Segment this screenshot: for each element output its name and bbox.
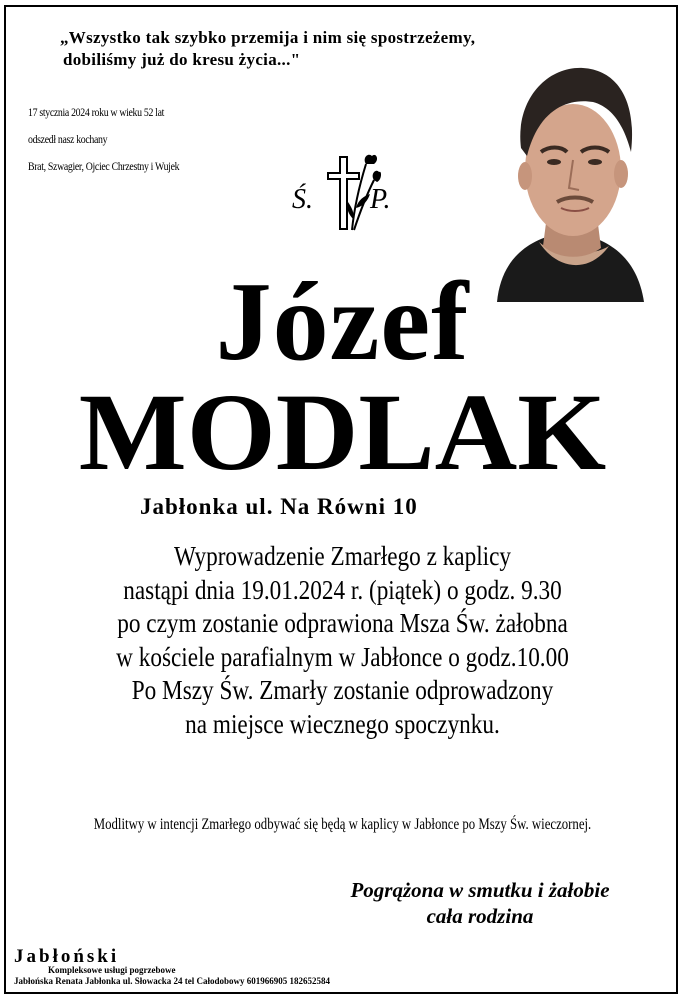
- family-line-2: cała rodzina: [426, 904, 534, 928]
- funeral-details-line-4: w kościele parafialnym w Jabłonce o godz.10.00: [116, 641, 569, 672]
- funeral-details-line-3: po czym zostanie odprawiona Msza Św. żałobna: [117, 608, 568, 638]
- funeral-details-line-5: Po Mszy Św. Zmarły zostanie odprowadzony: [131, 675, 554, 705]
- sp-letter-left: Ś.: [292, 184, 313, 215]
- intro-line-1: 17 stycznia 2024 roku w wieku 52 lat: [28, 105, 165, 119]
- deceased-last-name: MODLAK: [78, 371, 607, 493]
- intro-line-2: odszedł nasz kochany: [28, 132, 108, 146]
- intro-text: [28, 99, 241, 180]
- funeral-home-tagline: Kompleksowe usługi pogrzebowe: [48, 965, 176, 975]
- quote-line-2: dobiliśmy już do kresu życia...": [63, 50, 301, 69]
- sp-letter-right: P.: [370, 184, 391, 215]
- deceased-address: Jabłonka ul. Na Równi 10: [140, 494, 418, 519]
- funeral-home-contact: Jabłońska Renata Jabłonka ul. Słowacka 24 tel Całodobowy 601966905 182652584: [14, 976, 331, 986]
- funeral-home-name: Jabłoński: [14, 946, 120, 967]
- funeral-details-line-1: Wyprowadzenie Zmarłego z kaplicy: [173, 541, 512, 571]
- funeral-details: [48, 540, 637, 741]
- prayers-note: Modlitwy w intencji Zmarłego odbywać się będą w kaplicy w Jabłonce po Mszy Św. wieczornej.: [93, 816, 592, 833]
- quote-line-1: „Wszystko tak szybko przemija i nim się spostrzeżemy,: [60, 28, 476, 47]
- sp-symbol: [292, 150, 402, 240]
- family-signature: [300, 877, 660, 929]
- funeral-details-line-2: nastąpi dnia 19.01.2024 r. (piątek) o godz. 9.30: [123, 574, 562, 605]
- family-line-1: Pogrążona w smutku i żałobie: [350, 878, 610, 902]
- deceased-first-name: Józef: [215, 260, 470, 384]
- intro-line-3: Brat, Szwagier, Ojciec Chrzestny i Wujek: [28, 159, 180, 173]
- funeral-details-line-6: na miejsce wiecznego spoczynku.: [185, 708, 500, 739]
